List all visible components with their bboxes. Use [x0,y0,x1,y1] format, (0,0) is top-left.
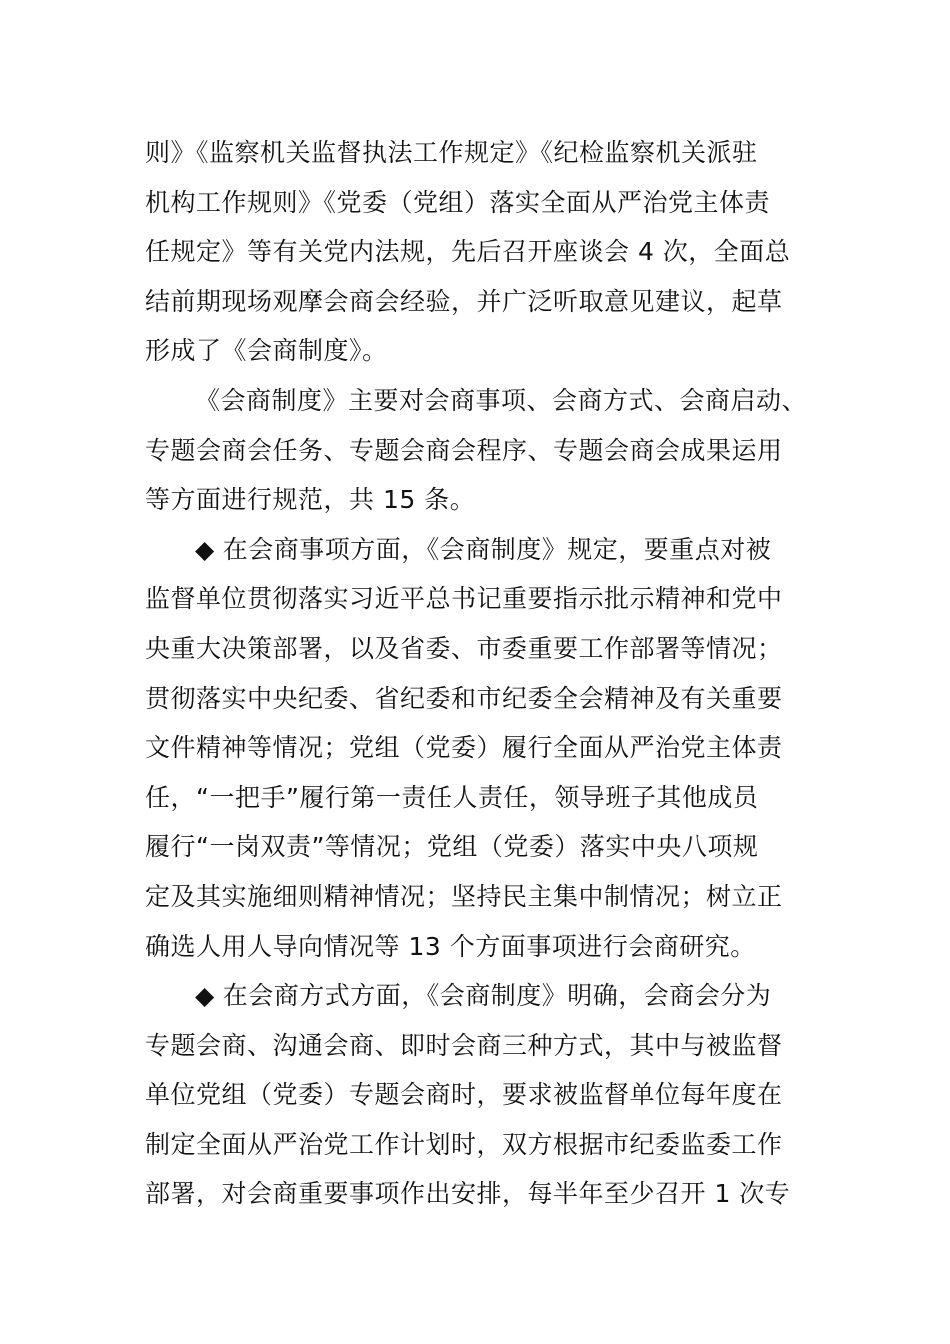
text-line: 专题会商、沟通会商、即时会商三种方式，其中与被监督 [145,1030,783,1060]
text-line-content: 在会商方式方面，《会商制度》明确，会商会分为 [222,981,772,1011]
paragraph-1 [145,128,810,376]
text-line: 专题会商会任务、专题会商会程序、专题会商会成果运用 [145,435,783,465]
text-line: 结前期现场观摩会商会经验，并广泛听取意见建议，起草 [145,286,783,316]
text-line: 等方面进行规范，共 15 条。 [145,485,476,515]
text-line [145,971,810,1021]
text-line: 部署，对会商重要事项作出安排，每半年至少召开 1 次专 [145,1179,791,1209]
text-line: 《会商制度》主要对会商事项、会商方式、会商启动、 [195,385,808,415]
text-line: 形成了《会商制度》。 [145,336,388,366]
text-line: 定及其实施细则精神情况；坚持民主集中制情况；树立正 [145,881,783,911]
text-line: 则》《监察机关监督执法工作规定》《纪检监察机关派驻 [145,138,758,167]
text-line: 机构工作规则》《党委（党组）落实全面从严治党主体责 [145,187,771,217]
paragraph-3 [145,525,810,971]
text-line: 任规定》等有关党内法规，先后召开座谈会 4 次，全面总 [145,237,791,267]
text-line: 文件精神等情况；党组（党委）履行全面从严治党主体责 [145,733,783,763]
text-line: 贯彻落实中央纪委、省纪委和市纪委全会精神及有关重要 [145,683,783,713]
paragraph-2 [145,376,810,525]
text-line [145,525,810,575]
text-line: 制定全面从严治党工作计划时，双方根据市纪委监委工作 [145,1129,783,1159]
paragraph-4 [145,971,810,1219]
text-line: 央重大决策部署，以及省委、市委重要工作部署等情况； [145,633,783,663]
text-line: 任，“一把手”履行第一责任人责任，领导班子其他成员 [145,782,759,812]
text-line: 单位党组（党委）专题会商时，要求被监督单位每年度在 [145,1080,783,1110]
text-line-content: 在会商事项方面，《会商制度》规定，要重点对被 [222,534,772,564]
diamond-bullet-icon: ◆ [195,981,215,1011]
body-text [145,128,810,1219]
text-line: 确选人用人导向情况等 13 个方面事项进行会商研究。 [145,931,756,961]
text-line: 履行“一岗双责”等情况；党组（党委）落实中央八项规 [145,832,759,862]
diamond-bullet-icon: ◆ [195,534,215,564]
text-line: 监督单位贯彻落实习近平总书记重要指示批示精神和党中 [145,584,783,614]
